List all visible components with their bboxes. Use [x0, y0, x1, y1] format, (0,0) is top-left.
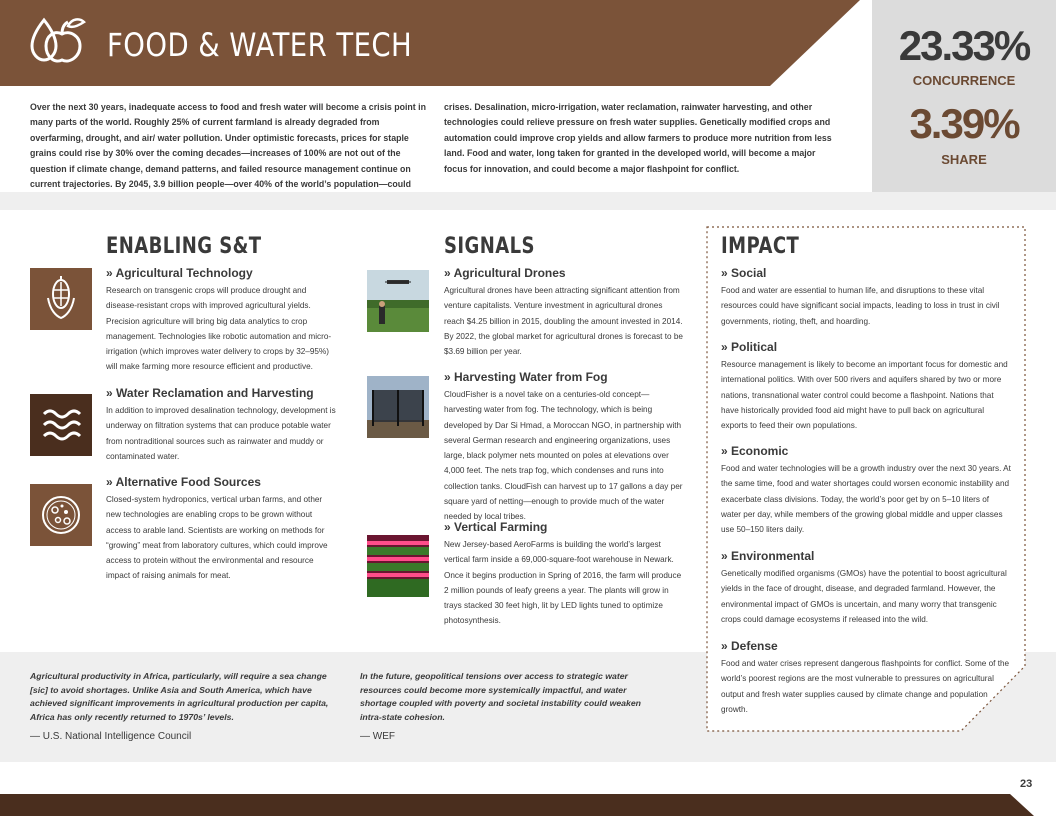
water-waves-icon: [30, 394, 92, 456]
enabling-item-alternative-food: [106, 475, 336, 584]
quote-nic: Agricultural productivity in Africa, particularly, will require a sea change [sic] to avoid shortages. Unlike Asia and South America, which have achieved significant improvements in agricultural production per capita, Africa has only recently returned to 1970s’ levels.: [30, 671, 329, 722]
impact-item-social: [721, 266, 1011, 329]
enabling-item-water-reclamation: [106, 386, 336, 464]
quote-wef: In the future, geopolitical tensions over access to strategic water resources could become more systemically impactful, and water shortage coupled with poverty and societal instability could weaken intra-state cohesion.: [360, 671, 641, 722]
enabling-item-text: In addition to improved desalination technology, development is underway on filtration systems that can produce potable water from nontraditional sources such as rainwater and muddy or contaminated water.: [106, 406, 336, 461]
enabling-item-title: » Agricultural Technology: [106, 266, 253, 280]
fog-nets-photo: [367, 376, 429, 438]
impact-item-title: » Defense: [721, 639, 778, 653]
impact-item-political: [721, 340, 1011, 433]
impact-item-text: Genetically modified organisms (GMOs) have the potential to boost agricultural yields in the face of drought, disease, and degraded farmland. However, the environmental impact of GMOs is uncertain, and many worry that transgenic crops could damage ecosystems if released into the wild.: [721, 569, 1007, 624]
share-value: 3.39%: [909, 100, 1019, 147]
impact-item-title: » Political: [721, 340, 778, 354]
drone-photo: [367, 270, 429, 332]
enabling-item-title: » Water Reclamation and Harvesting: [106, 386, 314, 400]
signal-item-title: » Vertical Farming: [444, 520, 548, 534]
enabling-heading: ENABLING S&T: [106, 234, 262, 259]
intro-text-right: crises. Desalination, micro-irrigation, water reclamation, rainwater harvesting, and other technologies could relieve pressure on fresh water supplies. Genetically modified crops and automation could improve crop yields and allow farmers to produce more nutrition from less land. Food and water, long taken for granted in the developed world, will become a major focus for innovation, and could become a major flashpoint for conflict.: [444, 102, 832, 174]
vertical-farm-photo: [367, 535, 429, 597]
apple-water-drop-icon: [28, 14, 96, 66]
footer-bar: [0, 790, 1056, 816]
quote-attribution: — WEF: [360, 731, 395, 742]
impact-item-title: » Economic: [721, 444, 789, 458]
signal-item-text: New Jersey-based AeroFarms is building the world’s largest vertical farm inside a 69,000-square-foot warehouse in Newark. Once it begins production in Spring of 2016, the farm will produce 2 million pounds of leafy greens a year. The plants will grow in trays stacked 30 feet high, lit by LED lights tuned to optimize photosynthesis.: [444, 540, 682, 626]
share-label: SHARE: [941, 152, 987, 167]
signal-item-vertical-farming: [444, 520, 684, 629]
impact-item-title: » Environmental: [721, 549, 815, 563]
signal-item-text: Agricultural drones have been attracting significant attention from venture capitalists. Venture investment in agricultural drones reach $4.25 billion in 2015, doubling the amount invested in 2014. By 2022, the global market for agricultural drones is forecast to be $3.69 billion per year.: [444, 286, 683, 357]
concurrence-label: CONCURRENCE: [912, 73, 1016, 88]
signals-heading: SIGNALS: [444, 234, 535, 259]
quote-attribution: — U.S. National Intelligence Council: [30, 731, 192, 742]
enabling-item-text: Research on transgenic crops will produce drought and disease-resistant crops with improved agricultural yields. Precision agriculture will bring big data analytics to crop management. Technologies like robotic automation and micro-irrigation (which improves water delivery to crops by 32–95%) will make farming more resource efficient and productive.: [106, 286, 332, 372]
signal-item-text: CloudFisher is a novel take on a centuries-old concept—harvesting water from fog. The technology, which is being developed by Dar Si Hmad, a Moroccan NGO, in partnership with several German research and engineering organizations, uses large, black polymer nets mounted on poles at elevations over 4,000 feet. The nets trap fog, which condenses and runs into collection tanks. CloudFish can harvest up to 17 gallons a day per square yard of netting—enough to provide much of the water needed by local tribes.: [444, 390, 683, 522]
signal-item-agricultural-drones: [444, 266, 684, 359]
impact-item-text: Food and water technologies will be a growth industry over the next 30 years. At the same time, food and water shortages could worsen economic instability and exacerbate class divisions. Today, the world’s poor get by on 5–10 liters of water per day, while members of the growing global middle and upper classes use 50–150 liters daily.: [721, 464, 1011, 535]
page-number: 23: [1020, 778, 1033, 790]
impact-item-title: » Social: [721, 266, 767, 280]
impact-item-defense: [721, 639, 1011, 717]
signal-item-fog-harvesting: [444, 370, 684, 525]
intro-text-left: Over the next 30 years, inadequate access to food and fresh water will become a crisis point in many parts of the world. Roughly 25% of current farmland is already degraded from overfarming, drought, and air/ water pollution. Under optimistic forecasts, prices for staple grains could rise by 30% over the coming decades—increases of 100% are not out of the question if climate change, demand patterns, and failed resource management continue on current trajectories. By 2045, 3.9 billion people—over 40% of the world’s population—could: [30, 102, 426, 190]
enabling-item-title: » Alternative Food Sources: [106, 475, 261, 489]
stats-panel: [872, 0, 1056, 192]
enabling-item-agricultural-technology: [106, 266, 336, 375]
petri-dish-icon: [30, 484, 92, 546]
impact-item-text: Resource management is likely to become an important focus for domestic and international politics. With over 500 rivers and aquifers shared by two or more nations, transnational water control could become a flashpoint. Nations that have historically provided food aid might have to pull back on agricultural exports to feed their own populations.: [721, 360, 1008, 431]
impact-item-economic: [721, 444, 1011, 537]
impact-item-environmental: [721, 549, 1011, 627]
corn-icon: [30, 268, 92, 330]
signal-item-title: » Harvesting Water from Fog: [444, 370, 608, 384]
impact-heading: IMPACT: [721, 234, 800, 259]
impact-item-text: Food and water are essential to human life, and disruptions to these vital resources could have significant social impacts, leading to loss in trust in civil governments, rioting, theft, and hoarding.: [721, 286, 1000, 326]
enabling-item-text: Closed-system hydroponics, vertical urban farms, and other new technologies are enabling crops to be grown without access to arable land. Scientists are working on methods for “growing” meat from laboratory cultures, which could improve access to protein without the environmental and resource impact of raising animals for meat.: [106, 495, 328, 581]
impact-item-text: Food and water crises represent dangerous flashpoints for conflict. Some of the world’s poorest regions are the most vulnerable to pressures on agricultural output and fresh water supplies caused by climate change and population growth.: [721, 659, 1010, 714]
divider-band: [0, 192, 1056, 210]
page-title: FOOD & WATER TECH: [107, 26, 413, 64]
concurrence-value: 23.33%: [898, 22, 1030, 69]
signal-item-title: » Agricultural Drones: [444, 266, 566, 280]
header-banner: [0, 0, 860, 86]
